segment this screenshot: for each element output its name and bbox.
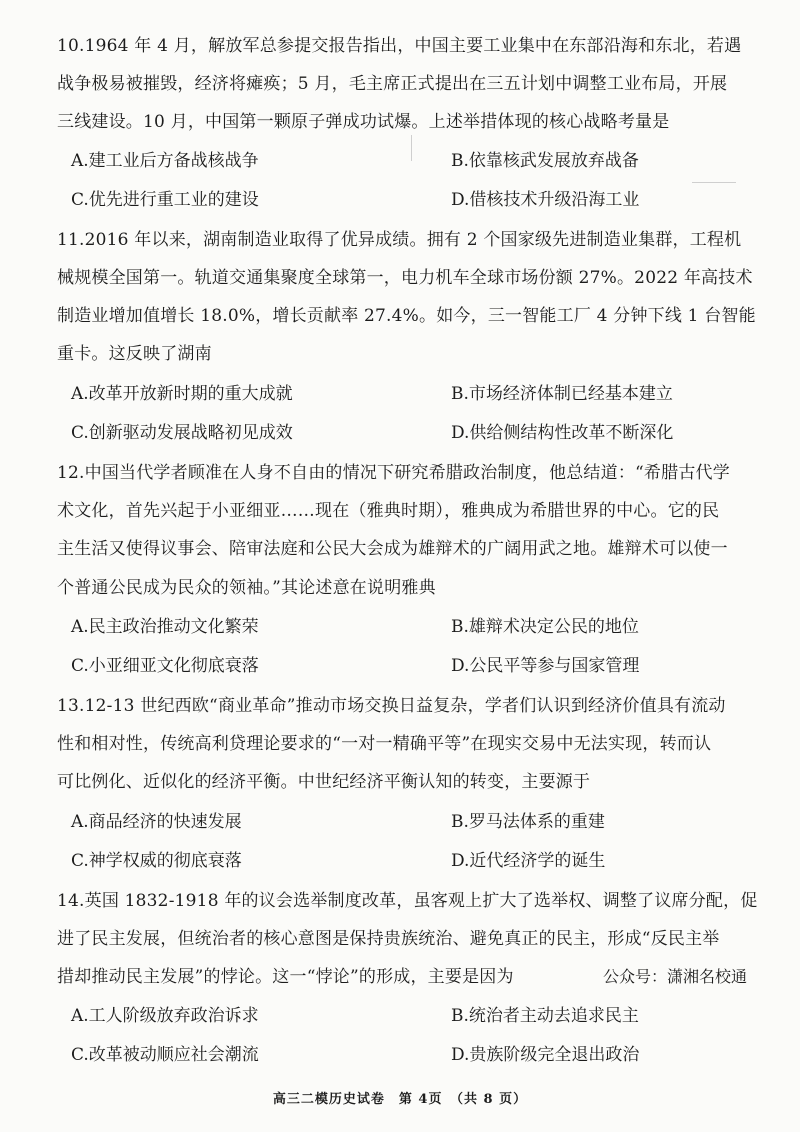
question-text-line: 10.1964 年 4 月，解放军总参提交报告指出，中国主要工业集中在东部沿海和东北，若遇 <box>57 36 742 56</box>
question-text-line: 个普通公民成为民众的领袖。”其论述意在说明雅典 <box>57 578 436 598</box>
option-a: A.商品经济的快速发展 <box>71 812 242 832</box>
option-b: B.雄辩术决定公民的地位 <box>451 617 639 637</box>
question-text-line: 11.2016 年以来，湖南制造业取得了优异成绩。拥有 2 个国家级先进制造业集群，工程机 <box>57 230 742 250</box>
option-a: A.改革开放新时期的重大成就 <box>71 384 293 404</box>
question-text-line: 制造业增加值增长 18.0%，增长贡献率 27.4%。如今，三一智能工厂 4 分钟下线 1 台智能 <box>57 306 756 326</box>
question-text-line: 性和相对性，传统高利贷理论要求的“一对一精确平等”在现实交易中无法实现，转而认 <box>57 734 712 754</box>
question-text-line: 措却推动民主发展”的悖论。这一“悖论”的形成，主要是因为 <box>57 967 514 987</box>
option-c: C.创新驱动发展战略初见成效 <box>71 423 293 443</box>
question-text-line: 主生活又使得议事会、陪审法庭和公民大会成为雄辩术的广阔用武之地。雄辩术可以使一 <box>57 539 728 559</box>
option-b: B.市场经济体制已经基本建立 <box>451 384 673 404</box>
option-b: B.依靠核武发展放弃战备 <box>451 151 639 171</box>
option-b: B.罗马法体系的重建 <box>451 812 605 832</box>
scan-mark <box>692 182 736 183</box>
option-c: C.小亚细亚文化彻底衰落 <box>71 656 259 676</box>
page-footer: 高三二模历史试卷 第 4页 （共 8 页） <box>272 1092 528 1107</box>
option-a: A.建工业后方备战核战争 <box>71 151 259 171</box>
option-d: D.近代经济学的诞生 <box>451 851 606 871</box>
question-text-line: 械规模全国第一。轨道交通集聚度全球第一，电力机车全球市场份额 27%。2022 年高技术 <box>57 268 753 288</box>
option-d: D.公民平等参与国家管理 <box>451 656 640 676</box>
option-d: D.借核技术升级沿海工业 <box>451 190 640 210</box>
question-text-line: 术文化，首先兴起于小亚细亚……现在（雅典时期），雅典成为希腊世界的中心。它的民 <box>57 501 720 521</box>
question-text-line: 12.中国当代学者顾准在人身不自由的情况下研究希腊政治制度，他总结道：“希腊古代学 <box>57 463 730 483</box>
option-b: B.统治者主动去追求民主 <box>451 1006 639 1026</box>
option-d: D.供给侧结构性改革不断深化 <box>451 423 674 443</box>
question-text-line: 14.英国 1832-1918 年的议会选举制度改革，虽客观上扩大了选举权、调整了议席分配，促 <box>57 891 758 911</box>
option-c: C.优先进行重工业的建设 <box>71 190 259 210</box>
option-c: C.神学权威的彻底衰落 <box>71 851 242 871</box>
option-a: A.民主政治推动文化繁荣 <box>71 617 259 637</box>
option-a: A.工人阶级放弃政治诉求 <box>71 1006 259 1026</box>
option-c: C.改革被动顺应社会潮流 <box>71 1045 259 1065</box>
question-text-line: 重卡。这反映了湖南 <box>57 344 212 364</box>
watermark-text: 公众号：潇湘名校通 <box>603 967 748 986</box>
question-text-line: 13.12-13 世纪西欧“商业革命”推动市场交换日益复杂，学者们认识到经济价值具有流动 <box>57 696 726 716</box>
option-d: D.贵族阶级完全退出政治 <box>451 1045 640 1065</box>
question-text-line: 进了民主发展，但统治者的核心意图是保持贵族统治、避免真正的民主，形成“反民主举 <box>57 929 720 949</box>
question-text-line: 战争极易被摧毁，经济将瘫痪；5 月，毛主席正式提出在三五计划中调整工业布局，开展 <box>57 74 728 94</box>
scan-mark <box>411 135 412 161</box>
question-text-line: 三线建设。10 月，中国第一颗原子弹成功试爆。上述举措体现的核心战略考量是 <box>57 112 670 132</box>
question-text-line: 可比例化、近似化的经济平衡。中世纪经济平衡认知的转变，主要源于 <box>57 772 591 792</box>
